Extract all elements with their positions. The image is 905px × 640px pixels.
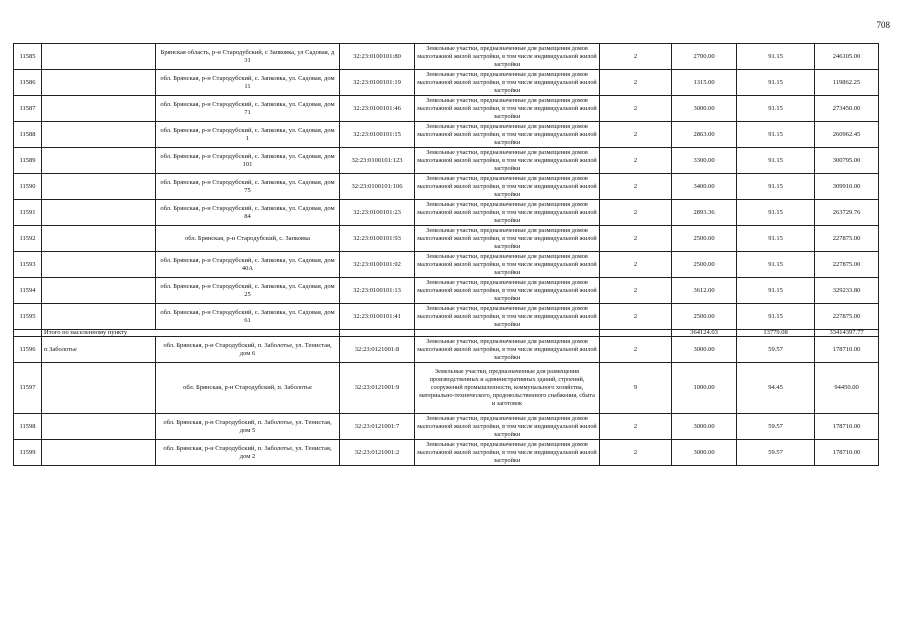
- land-use-cell: Земельные участки, предназначенные для размещения домов малоэтажной жилой застройки, в том числе индивидуальной жилой застройки: [415, 252, 600, 278]
- group-cell: 2: [600, 278, 672, 304]
- total-rate: 13779.08: [737, 330, 815, 337]
- cadastral-number-cell: 32:23:0100101:23: [340, 200, 415, 226]
- row-id: 11590: [14, 174, 42, 200]
- cadastral-value-cell: 273450.00: [815, 96, 879, 122]
- land-use-cell: Земельные участки, предназначенные для размещения домов малоэтажной жилой застройки, в том числе индивидуальной жилой застройки: [415, 96, 600, 122]
- row-id: 11594: [14, 278, 42, 304]
- group-cell: 2: [600, 440, 672, 466]
- row-id: 11597: [14, 363, 42, 414]
- locality-cell: [42, 122, 156, 148]
- row-id: 11586: [14, 70, 42, 96]
- rate-cell: 91.15: [737, 252, 815, 278]
- address-cell: обл. Брянская, р-н Стародубский, с. Запковка, ул. Садовая, дом 40А: [156, 252, 340, 278]
- cadastral-number-cell: 32:23:0100101:15: [340, 122, 415, 148]
- group-cell: 2: [600, 337, 672, 363]
- rate-cell: 91.15: [737, 96, 815, 122]
- address-cell: обл. Брянская, р-н Стародубский, с. Запковка, ул. Садовая, дом 61: [156, 304, 340, 330]
- total-empty-cell: [340, 330, 415, 337]
- cadastral-value-cell: 263729.76: [815, 200, 879, 226]
- locality-cell: [42, 414, 156, 440]
- area-cell: 3612.00: [672, 278, 737, 304]
- cadastral-number-cell: 32:23:0121001:7: [340, 414, 415, 440]
- land-use-cell: Земельные участки, предназначенные для размещения домов малоэтажной жилой застройки, в том числе индивидуальной жилой застройки: [415, 304, 600, 330]
- group-cell: 2: [600, 96, 672, 122]
- table-row: [14, 226, 879, 252]
- cadastral-number-cell: 32:23:0121001:9: [340, 363, 415, 414]
- locality-cell: [42, 252, 156, 278]
- table-row: [14, 337, 879, 363]
- cadastral-value-cell: 329233.80: [815, 278, 879, 304]
- rate-cell: 91.15: [737, 226, 815, 252]
- area-cell: 1000.00: [672, 363, 737, 414]
- area-cell: 3300.00: [672, 148, 737, 174]
- rate-cell: 91.15: [737, 148, 815, 174]
- group-cell: 2: [600, 122, 672, 148]
- table-row: [14, 440, 879, 466]
- total-area: 364124.03: [672, 330, 737, 337]
- land-use-cell: Земельные участки, предназначенные для размещения домов малоэтажной жилой застройки, в том числе индивидуальной жилой застройки: [415, 122, 600, 148]
- total-value: 33414397.77: [815, 330, 879, 337]
- group-cell: 2: [600, 174, 672, 200]
- locality-total-row: [14, 330, 879, 337]
- table-row: [14, 174, 879, 200]
- table-row: [14, 278, 879, 304]
- land-use-cell: Земельные участки, предназначенные для размещения производственных и административных зданий, строений, сооружений промышленности, коммунального хозяйства, материально-технического, продовольственного снабжения, сбыта и заготовок: [415, 363, 600, 414]
- rate-cell: 91.15: [737, 278, 815, 304]
- table-row: [14, 252, 879, 278]
- locality-cell: [42, 200, 156, 226]
- locality-cell: [42, 278, 156, 304]
- area-cell: 2500.00: [672, 226, 737, 252]
- locality-cell: [42, 70, 156, 96]
- cadastral-number-cell: 32:23:0100101:93: [340, 226, 415, 252]
- area-cell: 2893.36: [672, 200, 737, 226]
- land-registry-table: [13, 43, 879, 466]
- row-id: 11592: [14, 226, 42, 252]
- area-cell: 2863.00: [672, 122, 737, 148]
- address-cell: обл. Брянская, р-н Стародубский, с. Запковка, ул. Садовая, дом 1: [156, 122, 340, 148]
- row-id: 11589: [14, 148, 42, 174]
- address-cell: обл. Брянская, р-н Стародубский, п. Заболотье, ул. Тенистая, дом 5: [156, 414, 340, 440]
- locality-cell: [42, 174, 156, 200]
- locality-cell: [42, 440, 156, 466]
- land-use-cell: Земельные участки, предназначенные для размещения домов малоэтажной жилой застройки, в том числе индивидуальной жилой застройки: [415, 70, 600, 96]
- cadastral-number-cell: 32:23:0100101:106: [340, 174, 415, 200]
- cadastral-number-cell: 32:23:0100101:13: [340, 278, 415, 304]
- group-cell: 2: [600, 252, 672, 278]
- cadastral-number-cell: 32:23:0100101:80: [340, 44, 415, 70]
- rate-cell: 91.15: [737, 304, 815, 330]
- locality-cell: [42, 96, 156, 122]
- row-id: 11598: [14, 414, 42, 440]
- cadastral-value-cell: 94450.00: [815, 363, 879, 414]
- cadastral-number-cell: 32:23:0121001:2: [340, 440, 415, 466]
- locality-cell: п Заболотье: [42, 337, 156, 363]
- total-empty-cell: [600, 330, 672, 337]
- address-cell: обл. Брянская, р-н Стародубский, п. Заболотье, ул. Тенистая, дом 6: [156, 337, 340, 363]
- cadastral-value-cell: 178710.00: [815, 414, 879, 440]
- address-cell: обл. Брянская, р-н Стародубский, с. Запковка, ул. Садовая, дом 101: [156, 148, 340, 174]
- address-cell: Брянская область, р-н Стародубский, с Запковка, ул Садовая, д 31: [156, 44, 340, 70]
- row-id: 11596: [14, 337, 42, 363]
- cadastral-number-cell: 32:23:0100101:41: [340, 304, 415, 330]
- cadastral-value-cell: 309910.00: [815, 174, 879, 200]
- area-cell: 2500.00: [672, 304, 737, 330]
- row-id: 11587: [14, 96, 42, 122]
- row-id: 11593: [14, 252, 42, 278]
- locality-cell: [42, 148, 156, 174]
- cadastral-value-cell: 246105.00: [815, 44, 879, 70]
- cadastral-value-cell: 227875.00: [815, 226, 879, 252]
- page-number: 708: [876, 20, 890, 30]
- total-id-cell: [14, 330, 42, 337]
- rate-cell: 91.15: [737, 200, 815, 226]
- cadastral-number-cell: 32:23:0100101:123: [340, 148, 415, 174]
- table-row: [14, 148, 879, 174]
- group-cell: 2: [600, 304, 672, 330]
- cadastral-value-cell: 119862.25: [815, 70, 879, 96]
- land-use-cell: Земельные участки, предназначенные для размещения домов малоэтажной жилой застройки, в том числе индивидуальной жилой застройки: [415, 414, 600, 440]
- area-cell: 3000.00: [672, 440, 737, 466]
- address-cell: обл. Брянская, р-н Стародубский, с. Запковка, ул. Садовая, дом 25: [156, 278, 340, 304]
- row-id: 11591: [14, 200, 42, 226]
- table-row: [14, 122, 879, 148]
- row-id: 11599: [14, 440, 42, 466]
- locality-cell: [42, 44, 156, 70]
- group-cell: 2: [600, 200, 672, 226]
- table-row: [14, 70, 879, 96]
- group-cell: 2: [600, 414, 672, 440]
- table-row: [14, 200, 879, 226]
- land-use-cell: Земельные участки, предназначенные для размещения домов малоэтажной жилой застройки, в том числе индивидуальной жилой застройки: [415, 337, 600, 363]
- rate-cell: 91.15: [737, 44, 815, 70]
- address-cell: обл. Брянская, р-н Стародубский, п. Заболотье: [156, 363, 340, 414]
- area-cell: 1315.00: [672, 70, 737, 96]
- table-body: [14, 44, 879, 466]
- locality-cell: [42, 304, 156, 330]
- cadastral-number-cell: 32:23:0100101:92: [340, 252, 415, 278]
- table-row: [14, 44, 879, 70]
- locality-cell: [42, 363, 156, 414]
- land-use-cell: Земельные участки, предназначенные для размещения домов малоэтажной жилой застройки, в том числе индивидуальной жилой застройки: [415, 200, 600, 226]
- locality-cell: [42, 226, 156, 252]
- rate-cell: 59.57: [737, 440, 815, 466]
- cadastral-value-cell: 300795.00: [815, 148, 879, 174]
- address-cell: обл. Брянская, р-н Стародубский, п. Заболотье, ул. Тенистая, дом 2: [156, 440, 340, 466]
- cadastral-value-cell: 260962.45: [815, 122, 879, 148]
- cadastral-number-cell: 32:23:0100101:46: [340, 96, 415, 122]
- area-cell: 3000.00: [672, 96, 737, 122]
- address-cell: обл. Брянская, р-н Стародубский, с. Запковка: [156, 226, 340, 252]
- land-use-cell: Земельные участки, предназначенные для размещения домов малоэтажной жилой застройки, в том числе индивидуальной жилой застройки: [415, 148, 600, 174]
- group-cell: 9: [600, 363, 672, 414]
- area-cell: 2500.00: [672, 252, 737, 278]
- cadastral-value-cell: 227875.00: [815, 304, 879, 330]
- area-cell: 3000.00: [672, 414, 737, 440]
- area-cell: 3400.00: [672, 174, 737, 200]
- land-use-cell: Земельные участки, предназначенные для размещения домов малоэтажной жилой застройки, в том числе индивидуальной жилой застройки: [415, 226, 600, 252]
- address-cell: обл. Брянская, р-н Стародубский, с. Запковка, ул. Садовая, дом 71: [156, 96, 340, 122]
- address-cell: обл. Брянская, р-н Стародубский, с. Запковка, ул. Садовая, дом 75: [156, 174, 340, 200]
- rate-cell: 59.57: [737, 337, 815, 363]
- table-row: [14, 304, 879, 330]
- total-empty-cell: [415, 330, 600, 337]
- rate-cell: 59.57: [737, 414, 815, 440]
- area-cell: 2700.00: [672, 44, 737, 70]
- land-use-cell: Земельные участки, предназначенные для размещения домов малоэтажной жилой застройки, в том числе индивидуальной жилой застройки: [415, 174, 600, 200]
- rate-cell: 94.45: [737, 363, 815, 414]
- cadastral-number-cell: 32:23:0100101:19: [340, 70, 415, 96]
- row-id: 11588: [14, 122, 42, 148]
- rate-cell: 91.15: [737, 174, 815, 200]
- row-id: 11585: [14, 44, 42, 70]
- address-cell: обл. Брянская, р-н Стародубский, с. Запковка, ул. Садовая, дом 84: [156, 200, 340, 226]
- group-cell: 2: [600, 44, 672, 70]
- table-row: [14, 363, 879, 414]
- rate-cell: 91.15: [737, 122, 815, 148]
- group-cell: 2: [600, 70, 672, 96]
- group-cell: 2: [600, 226, 672, 252]
- cadastral-number-cell: 32:23:0121001:8: [340, 337, 415, 363]
- land-use-cell: Земельные участки, предназначенные для размещения домов малоэтажной жилой застройки, в том числе индивидуальной жилой застройки: [415, 440, 600, 466]
- total-label: Итого по населенному пункту: [42, 330, 340, 337]
- rate-cell: 91.15: [737, 70, 815, 96]
- group-cell: 2: [600, 148, 672, 174]
- cadastral-value-cell: 178710.00: [815, 440, 879, 466]
- row-id: 11595: [14, 304, 42, 330]
- land-use-cell: Земельные участки, предназначенные для размещения домов малоэтажной жилой застройки, в том числе индивидуальной жилой застройки: [415, 278, 600, 304]
- land-use-cell: Земельные участки, предназначенные для размещения домов малоэтажной жилой застройки, в том числе индивидуальной жилой застройки: [415, 44, 600, 70]
- cadastral-value-cell: 178710.00: [815, 337, 879, 363]
- cadastral-value-cell: 227875.00: [815, 252, 879, 278]
- area-cell: 3000.00: [672, 337, 737, 363]
- address-cell: обл. Брянская, р-н Стародубский, с. Запковка, ул. Садовая, дом 11: [156, 70, 340, 96]
- table-row: [14, 414, 879, 440]
- table-row: [14, 96, 879, 122]
